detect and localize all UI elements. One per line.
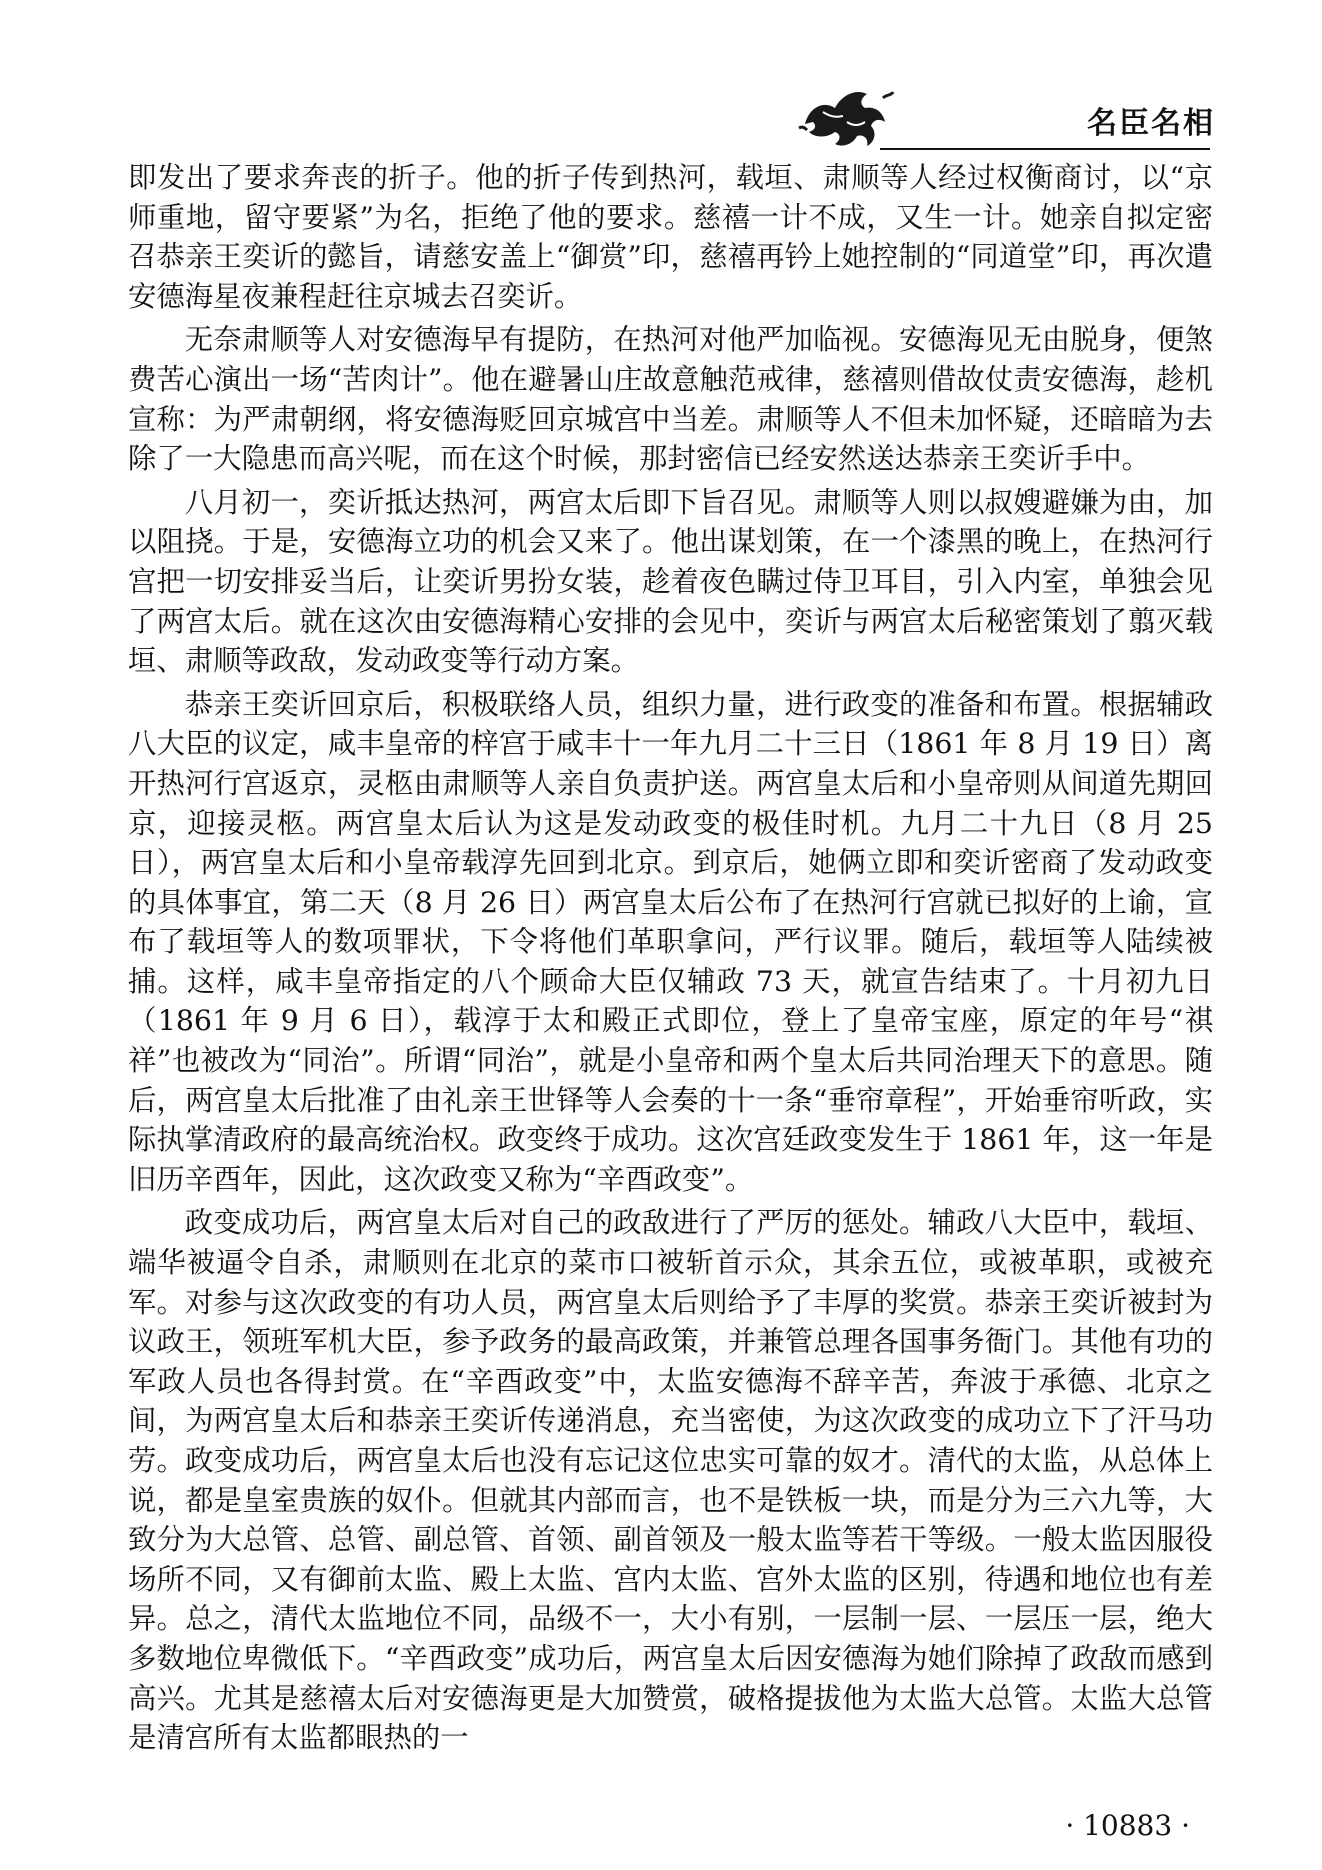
running-head: 名臣名相 — [1087, 106, 1215, 141]
paragraph: 政变成功后，两宫皇太后对自己的政敌进行了严厉的惩处。辅政八大臣中，载垣、端华被逼令自杀，肃顺则在北京的菜市口被斩首示众，其余五位，或被革职，或被充军。对参与这次政变的有功人员，两宫皇太后则给予了丰厚的奖赏。恭亲王奕䜣被封为议政王，领班军机大臣，参予政务的最高政策，并兼管总理各国事务衙门。其他有功的军政人员也各得封赏。在“辛酉政变”中，太监安德海不辞辛苦，奔波于承德、北京之间，为两宫皇太后和恭亲王奕䜣传递消息，充当密使，为这次政变的成功立下了汗马功劳。政变成功后，两宫皇太后也没有忘记这位忠实可靠的奴才。清代的太监，从总体上说，都是皇室贵族的奴仆。但就其内部而言，也不是铁板一块，而是分为三六九等，大致分为大总管、总管、副总管、首领、副首领及一般太监等若干等级。一般太监因服役场所不同，又有御前太监、殿上太监、宫内太监、宫外太监的区别，待遇和地位也有差异。总之，清代太监地位不同，品级不一，大小有别，一层制一层、一层压一层，绝大多数地位卑微低下。“辛酉政变”成功后，两宫皇太后因安德海为她们除掉了政敌而感到高兴。尤其是慈禧太后对安德海更是大加赞赏，破格提拔他为太监大总管。太监大总管是清宫所有太监都眼热的一 — [128, 1206, 1213, 1755]
page-header — [0, 0, 1322, 150]
body-text — [128, 158, 1213, 1762]
paragraph: 即发出了要求奔丧的折子。他的折子传到热河，载垣、肃顺等人经过权衡商讨，以“京师重地，留守要紧”为名，拒绝了他的要求。慈禧一计不成，又生一计。她亲自拟定密召恭亲王奕䜣的懿旨，请慈安盖上“御赏”印，慈禧再钤上她控制的“同道堂”印，再次遣安德海星夜兼程赶往京城去召奕䜣。 — [128, 161, 1213, 313]
page-number: · 10883 · — [1065, 1809, 1190, 1842]
header-rule — [880, 148, 1210, 150]
dragon-icon — [795, 78, 895, 154]
paragraph: 无奈肃顺等人对安德海早有提防，在热河对他严加临视。安德海见无由脱身，便煞费苦心演出一场“苦肉计”。他在避暑山庄故意触范戒律，慈禧则借故仗责安德海，趁机宣称：为严肃朝纲，将安德海贬回京城宫中当差。肃顺等人不但未加怀疑，还暗暗为去除了一大隐患而高兴呢，而在这个时候，那封密信已经安然送达恭亲王奕䜣手中。 — [128, 323, 1213, 476]
paragraph: 八月初一，奕䜣抵达热河，两宫太后即下旨召见。肃顺等人则以叔嫂避嫌为由，加以阻挠。于是，安德海立功的机会又来了。他出谋划策，在一个漆黑的晚上，在热河行宫把一切安排妥当后，让奕䜣男扮女装，趁着夜色瞒过侍卫耳目，引入内室，单独会见了两宫太后。就在这次由安德海精心安排的会见中，奕䜣与两宫太后秘密策划了翦灭载垣、肃顺等政敌，发动政变等行动方案。 — [128, 485, 1213, 678]
paragraph: 恭亲王奕䜣回京后，积极联络人员，组织力量，进行政变的准备和布置。根据辅政八大臣的议定，咸丰皇帝的梓宫于咸丰十一年九月二十三日（1861 年 8 月 19 日）离开热河行宫返京，灵柩由肃顺等人亲自负责护送。两宫皇太后和小皇帝则从间道先期回京，迎接灵柩。两宫皇太后认为这是发动政变的极佳时机。九月二十九日（8 月 25 日），两宫皇太后和小皇帝载淳先回到北京。到京后，她俩立即和奕䜣密商了发动政变的具体事宜，第二天（8 月 26 日）两宫皇太后公布了在热河行宫就已拟好的上谕，宣布了载垣等人的数项罪状，下令将他们革职拿问，严行议罪。随后，载垣等人陆续被捕。这样，咸丰皇帝指定的八个顾命大臣仅辅政 73 天，就宣告结束了。十月初九日（1861 年 9 月 6 日），载淳于太和殿正式即位，登上了皇帝宝座，原定的年号“祺祥”也被改为“同治”。所谓“同治”，就是小皇帝和两个皇太后共同治理天下的意思。随后，两宫皇太后批准了由礼亲王世铎等人会奏的十一条“垂帘章程”，开始垂帘听政，实际执掌清政府的最高统治权。政变终于成功。这次宫廷政变发生于 1861 年，这一年是旧历辛酉年，因此，这次政变又称为“辛酉政变”。 — [128, 687, 1213, 1196]
